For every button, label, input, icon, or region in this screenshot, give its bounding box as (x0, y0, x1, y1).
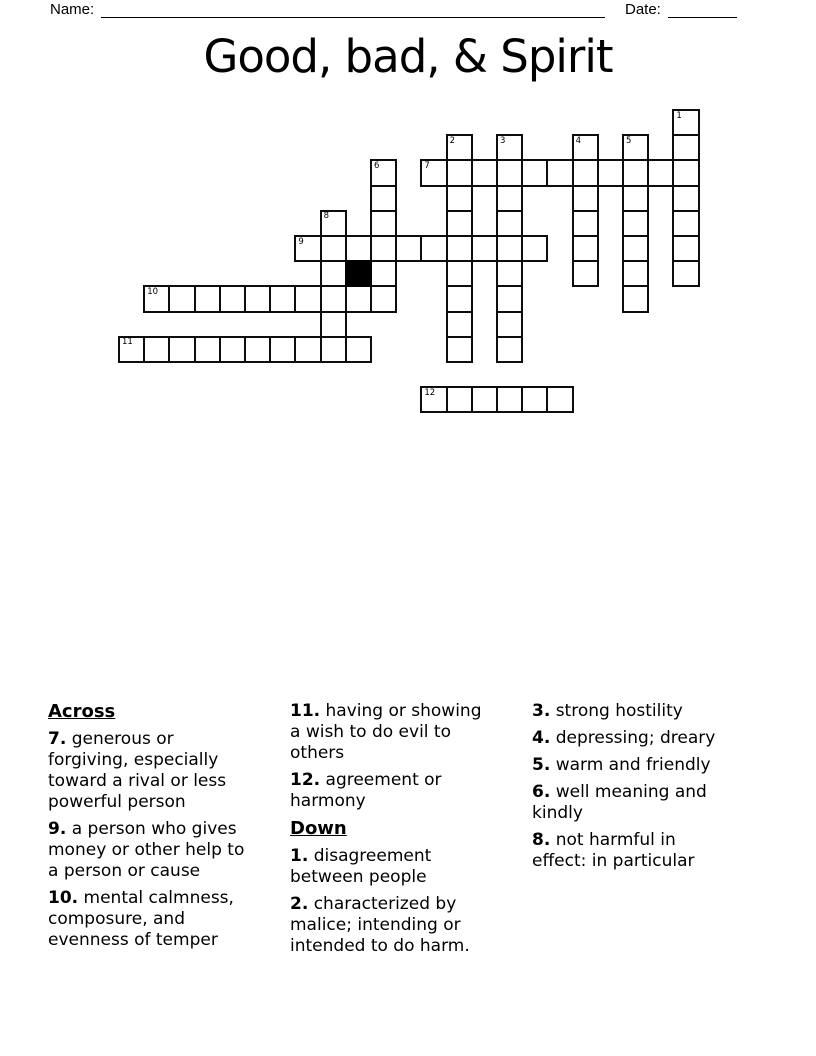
date-fill-in-line (668, 0, 737, 18)
clue-number: 4. (532, 728, 551, 748)
down-clue-4: 4. depressing; dreary (532, 728, 716, 748)
cell-number: 4 (575, 135, 582, 146)
grid-cell[interactable] (420, 235, 447, 262)
name-label: Name: (50, 1, 95, 18)
cell-number: 8 (323, 211, 330, 222)
grid-cell[interactable] (420, 159, 447, 186)
grid-cell[interactable] (672, 185, 699, 212)
grid-cell[interactable] (168, 336, 195, 363)
grid-cell[interactable] (446, 185, 473, 212)
grid-cell[interactable] (546, 159, 573, 186)
cell-number: 1 (676, 110, 682, 121)
grid-cell[interactable] (446, 386, 473, 413)
across-clue-9: 9. a person who gives money or other help to a person or cause (48, 819, 245, 881)
grid-cell[interactable] (672, 235, 699, 262)
grid-cell[interactable] (320, 210, 347, 237)
date-label: Date: (625, 1, 661, 18)
grid-cell[interactable] (622, 159, 649, 186)
name-fill-in-line (101, 0, 605, 18)
grid-cell[interactable] (244, 285, 271, 312)
grid-cell[interactable] (672, 134, 699, 161)
grid-cell[interactable] (320, 311, 347, 338)
grid-cell[interactable] (496, 260, 523, 287)
grid-cell[interactable] (672, 260, 699, 287)
grid-cell[interactable] (446, 134, 473, 161)
clue-number: 11. (290, 701, 321, 721)
grid-cell[interactable] (320, 260, 347, 287)
grid-cell[interactable] (521, 235, 548, 262)
grid-cell[interactable] (647, 159, 674, 186)
cell-number: 12 (424, 387, 436, 398)
grid-cell[interactable] (168, 285, 195, 312)
down-clue-2: 2. characterized by malice; intending or intended to do harm. (290, 894, 470, 956)
grid-cell[interactable] (622, 185, 649, 212)
grid-cell[interactable] (471, 386, 498, 413)
grid-cell[interactable] (143, 336, 170, 363)
grid-cell[interactable] (672, 210, 699, 237)
grid-cell[interactable] (194, 285, 221, 312)
down-clue-5: 5. warm and friendly (532, 755, 711, 775)
grid-cell[interactable] (672, 159, 699, 186)
clues-column-3 (532, 701, 725, 878)
grid-cell[interactable] (496, 386, 523, 413)
cell-number: 10 (147, 286, 159, 297)
grid-cell[interactable] (219, 336, 246, 363)
grid-cell[interactable] (471, 159, 498, 186)
grid-cell[interactable] (320, 336, 347, 363)
grid-cell[interactable] (345, 336, 372, 363)
grid-cell[interactable] (294, 285, 321, 312)
grid-cell[interactable] (496, 235, 523, 262)
grid-cell[interactable] (320, 285, 347, 312)
across-heading: Across (48, 701, 116, 722)
cell-number: 6 (374, 160, 380, 171)
grid-cell[interactable] (269, 285, 296, 312)
grid-cell[interactable] (244, 336, 271, 363)
clue-number: 9. (48, 819, 67, 839)
grid-cell[interactable] (496, 285, 523, 312)
grid-cell[interactable] (446, 159, 473, 186)
grid-cell[interactable] (622, 134, 649, 161)
grid-cell[interactable] (294, 235, 321, 262)
grid-cell[interactable] (496, 185, 523, 212)
grid-cell[interactable] (370, 260, 397, 287)
grid-cell[interactable] (219, 285, 246, 312)
grid-cell[interactable] (446, 336, 473, 363)
grid-cell[interactable] (345, 285, 372, 312)
grid-cell[interactable] (622, 210, 649, 237)
clue-number: 3. (532, 701, 551, 721)
grid-cell[interactable] (118, 336, 145, 363)
down-clue-1: 1. disagreement between people (290, 846, 432, 887)
grid-cell[interactable] (269, 336, 296, 363)
cell-number: 3 (500, 135, 506, 146)
grid-cell[interactable] (572, 185, 599, 212)
puzzle-title: Good, bad, & Spirit (203, 30, 613, 83)
grid-cell[interactable] (370, 159, 397, 186)
grid-cell[interactable] (496, 159, 523, 186)
cell-number: 2 (449, 135, 456, 146)
clue-number: 8. (532, 830, 551, 850)
clue-number: 7. (48, 729, 67, 749)
grid-cell[interactable] (672, 109, 699, 136)
grid-cell[interactable] (471, 235, 498, 262)
across-clue-12: 12. agreement or harmony (290, 770, 442, 811)
grid-cell[interactable] (370, 210, 397, 237)
grid-cell[interactable] (143, 285, 170, 312)
down-clue-3: 3. strong hostility (532, 701, 683, 721)
grid-cell[interactable] (597, 159, 624, 186)
grid-cell[interactable] (496, 336, 523, 363)
cell-number: 5 (626, 135, 632, 146)
grid-cell[interactable] (572, 260, 599, 287)
grid-cell[interactable] (572, 134, 599, 161)
grid-cell[interactable] (446, 235, 473, 262)
grid-cell[interactable] (572, 159, 599, 186)
grid-cell[interactable] (496, 210, 523, 237)
grid-cell[interactable] (572, 235, 599, 262)
grid-cell[interactable] (370, 235, 397, 262)
down-clue-8: 8. not harmful in effect: in particular (532, 830, 695, 871)
grid-cell[interactable] (496, 134, 523, 161)
grid-cell[interactable] (194, 336, 221, 363)
grid-cell[interactable] (521, 159, 548, 186)
black-cell (345, 260, 372, 287)
clue-number: 2. (290, 894, 309, 914)
grid-cell[interactable] (395, 235, 422, 262)
down-heading: Down (290, 818, 347, 839)
down-clue-6: 6. well meaning and kindly (532, 782, 707, 823)
grid-cell[interactable] (446, 285, 473, 312)
grid-cell[interactable] (572, 210, 599, 237)
clue-number: 12. (290, 770, 321, 790)
clues-column-1 (48, 701, 253, 957)
grid-cell[interactable] (446, 260, 473, 287)
cell-number: 7 (424, 160, 430, 171)
grid-cell[interactable] (496, 311, 523, 338)
clue-number: 5. (532, 755, 551, 775)
clue-number: 10. (48, 888, 79, 908)
grid-cell[interactable] (622, 235, 649, 262)
crossword-grid (119, 110, 701, 414)
grid-cell[interactable] (546, 386, 573, 413)
grid-cell[interactable] (420, 386, 447, 413)
across-clue-7: 7. generous or forgiving, especially toward a rival or less powerful person (48, 729, 227, 812)
grid-cell[interactable] (446, 311, 473, 338)
across-clue-11: 11. having or showing a wish to do evil to others (290, 701, 482, 763)
grid-cell[interactable] (446, 210, 473, 237)
across-clue-10: 10. mental calmness, composure, and evenness of temper (48, 888, 234, 950)
grid-cell[interactable] (622, 260, 649, 287)
cell-number: 11 (122, 337, 133, 348)
grid-cell[interactable] (521, 386, 548, 413)
clue-number: 1. (290, 846, 309, 866)
grid-cell[interactable] (622, 285, 649, 312)
cell-number: 9 (298, 236, 304, 247)
clue-number: 6. (532, 782, 551, 802)
grid-cell[interactable] (294, 336, 321, 363)
grid-cell[interactable] (370, 185, 397, 212)
grid-cell[interactable] (320, 235, 347, 262)
grid-cell[interactable] (370, 285, 397, 312)
clues-column-2 (290, 701, 486, 963)
grid-cell[interactable] (345, 235, 372, 262)
